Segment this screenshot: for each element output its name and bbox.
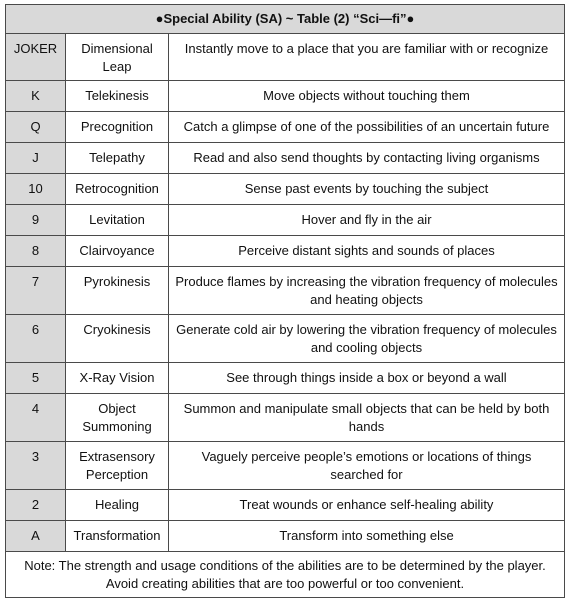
ability-name-cell: Extrasensory Perception bbox=[66, 442, 169, 490]
table-row bbox=[6, 174, 565, 205]
table-row bbox=[6, 442, 565, 490]
special-ability-table bbox=[5, 4, 565, 598]
note-row bbox=[6, 552, 565, 598]
ability-description-cell: Catch a glimpse of one of the possibilities of an uncertain future bbox=[169, 112, 565, 143]
ability-description-cell: Hover and fly in the air bbox=[169, 205, 565, 236]
table-row bbox=[6, 521, 565, 552]
ability-name-cell: Clairvoyance bbox=[66, 236, 169, 267]
ability-description-cell: Read and also send thoughts by contacting living organisms bbox=[169, 143, 565, 174]
card-cell: 4 bbox=[6, 394, 66, 442]
ability-description-cell: Instantly move to a place that you are familiar with or recognize bbox=[169, 34, 565, 81]
ability-description-cell: Produce flames by increasing the vibration frequency of molecules and heating objects bbox=[169, 267, 565, 315]
ability-description-cell: See through things inside a box or beyond a wall bbox=[169, 363, 565, 394]
card-cell: 5 bbox=[6, 363, 66, 394]
ability-name-cell: Retrocognition bbox=[66, 174, 169, 205]
card-cell: 9 bbox=[6, 205, 66, 236]
ability-name-cell: X-Ray Vision bbox=[66, 363, 169, 394]
table-row bbox=[6, 81, 565, 112]
ability-name-cell: Telekinesis bbox=[66, 81, 169, 112]
table-row bbox=[6, 112, 565, 143]
table-row bbox=[6, 205, 565, 236]
ability-name-cell: Object Summoning bbox=[66, 394, 169, 442]
table-row bbox=[6, 363, 565, 394]
table-title: ●Special Ability (SA) ~ Table (2) “Sci—fi”● bbox=[6, 5, 565, 34]
ability-name-cell: Levitation bbox=[66, 205, 169, 236]
ability-description-cell: Transform into something else bbox=[169, 521, 565, 552]
card-cell: K bbox=[6, 81, 66, 112]
ability-name-cell: Healing bbox=[66, 490, 169, 521]
ability-name-cell: Telepathy bbox=[66, 143, 169, 174]
ability-name-cell: Cryokinesis bbox=[66, 315, 169, 363]
card-cell: 8 bbox=[6, 236, 66, 267]
table-row bbox=[6, 315, 565, 363]
ability-name-cell: Precognition bbox=[66, 112, 169, 143]
ability-name-cell: Transformation bbox=[66, 521, 169, 552]
card-cell: JOKER bbox=[6, 34, 66, 81]
ability-description-cell: Sense past events by touching the subject bbox=[169, 174, 565, 205]
card-cell: 10 bbox=[6, 174, 66, 205]
ability-description-cell: Move objects without touching them bbox=[169, 81, 565, 112]
ability-description-cell: Summon and manipulate small objects that can be held by both hands bbox=[169, 394, 565, 442]
special-ability-table-container bbox=[5, 4, 565, 598]
table-title-row bbox=[6, 5, 565, 34]
card-cell: 6 bbox=[6, 315, 66, 363]
table-note: Note: The strength and usage conditions of the abilities are to be determined by the player. Avoid creating abilities that are too powerful or too convenient. bbox=[6, 552, 565, 598]
table-row bbox=[6, 490, 565, 521]
ability-description-cell: Perceive distant sights and sounds of places bbox=[169, 236, 565, 267]
card-cell: 3 bbox=[6, 442, 66, 490]
table-row bbox=[6, 236, 565, 267]
ability-description-cell: Generate cold air by lowering the vibration frequency of molecules and cooling objects bbox=[169, 315, 565, 363]
table-row bbox=[6, 34, 565, 81]
table-body bbox=[6, 34, 565, 598]
table-row bbox=[6, 143, 565, 174]
card-cell: Q bbox=[6, 112, 66, 143]
card-cell: A bbox=[6, 521, 66, 552]
card-cell: J bbox=[6, 143, 66, 174]
ability-name-cell: Pyrokinesis bbox=[66, 267, 169, 315]
card-cell: 2 bbox=[6, 490, 66, 521]
ability-description-cell: Vaguely perceive people’s emotions or locations of things searched for bbox=[169, 442, 565, 490]
card-cell: 7 bbox=[6, 267, 66, 315]
table-row bbox=[6, 267, 565, 315]
ability-description-cell: Treat wounds or enhance self-healing ability bbox=[169, 490, 565, 521]
table-row bbox=[6, 394, 565, 442]
ability-name-cell: Dimensional Leap bbox=[66, 34, 169, 81]
